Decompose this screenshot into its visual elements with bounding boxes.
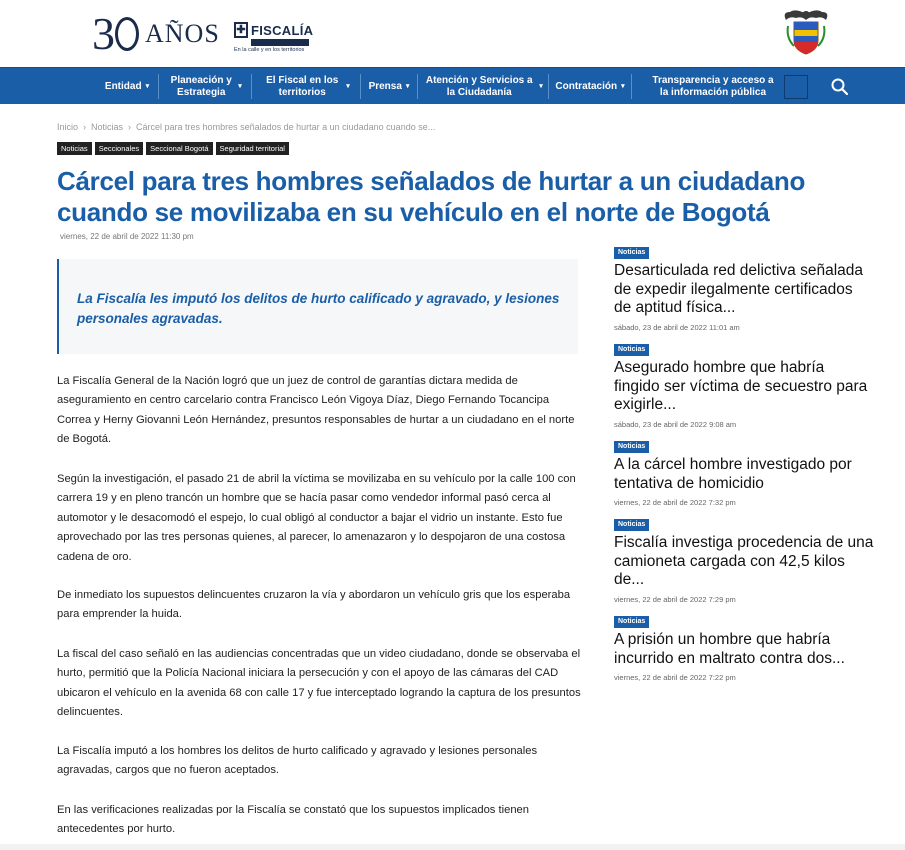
colombia-coat-of-arms-icon [780,6,832,58]
page-bottom-edge [0,844,905,850]
nav-divider [417,74,418,99]
article-paragraph: La Fiscalía imputó a los hombres los delitos de hurto calificado y agravado y lesiones personales agravadas, cargos que no fueron aceptados. [57,745,538,777]
article-paragraph: La fiscal del caso señaló en las audiencias concentradas que un video ciudadano, donde se observaba el hurto, permitió que la Policía Nacional iniciara la persecución y con el apoyo de las cámaras del CAD ubicaron el vehículo en la avenida 68 con calle 17 y fue interceptado logrando la captura de los presuntos delincuentes. [57,648,581,719]
nav-label: El Fiscal en los territorios [266,74,339,98]
breadcrumb-noticias[interactable]: Noticias [91,122,124,132]
tag-noticias[interactable]: Noticias [57,142,92,155]
breadcrumb-separator: › [83,122,87,132]
nav-item-fiscal-territorios[interactable] [253,68,359,105]
article-lead-box [57,259,578,354]
nav-item-entidad[interactable] [97,68,157,105]
article-paragraph: Según la investigación, el pasado 21 de abril la víctima se movilizaba en su vehículo por la calle 100 con carrera 19 y en pleno trancón un hombre que se hacía pasar como vendedor informal pasó cerca al automotor y le desacomodó el espejo, lo cual obligó al conductor a bajar el vidrio un instante. Esto fue aprovechado por las tres personas quienes, al parecer, lo amenazaron y lo despojaron de una costosa cadena de oro. [57,473,576,563]
sidebar-news-date: viernes, 22 de abril de 2022 7:32 pm [614,498,736,507]
logo-word: AÑOS [145,19,220,48]
sidebar-tag[interactable]: Noticias [614,616,649,628]
article-date: viernes, 22 de abril de 2022 11:30 pm [60,232,194,241]
tag-seccional-bogota[interactable]: Seccional Bogotá [146,142,212,155]
nav-label: Prensa [368,80,402,92]
sidebar-news-title[interactable]: A prisión un hombre que habría incurrido en maltrato contra dos... [614,631,845,667]
article-paragraph: La Fiscalía General de la Nación logró que un juez de control de garantías dictara medida de aseguramiento en centro carcelario contra Francisco León Vigoya Díaz, Diego Fernando Tocancipa Correa y Herny Giovanni León Hernández, presuntos responsables de hurtar a un ciudadano en el norte de Bogotá. [57,375,575,446]
nav-label: Atención y Servicios a la Ciudadanía [425,74,533,98]
nav-label: Entidad [104,80,142,92]
nav-label: Contratación [555,80,618,92]
article-paragraph: De inmediato los supuestos delincuentes cruzaron la vía y abordaron un vehículo gris que los esperaba para emprender la huida. [57,589,571,621]
sidebar-news-item[interactable] [614,610,874,682]
breadcrumb-separator: › [128,122,132,132]
chevron-down-icon: ▾ [145,82,150,90]
sidebar-news-item[interactable] [614,435,874,507]
tag-seguridad-territorial[interactable]: Seguridad territorial [216,142,289,155]
logo-bar [251,39,309,46]
sidebar-tag[interactable]: Noticias [614,441,649,453]
site-header [0,0,905,67]
sidebar-news-date: viernes, 22 de abril de 2022 7:22 pm [614,673,736,682]
nav-item-transparencia[interactable] [640,68,786,105]
chevron-down-icon: ▾ [238,82,242,90]
sidebar-news-title[interactable]: A la cárcel hombre investigado por tentativa de homicidio [614,456,852,492]
breadcrumb [57,122,435,132]
breadcrumb-home[interactable]: Inicio [57,122,79,132]
article-paragraph: En las verificaciones realizadas por la Fiscalía se constató que los supuestos implicados tienen antecedentes por hurto. [57,804,529,836]
nav-divider [631,74,632,99]
chevron-down-icon: ▾ [346,82,350,90]
sidebar-news-date: viernes, 22 de abril de 2022 7:29 pm [614,594,736,604]
main-nav [0,67,905,104]
tag-seccionales[interactable]: Seccionales [95,142,143,155]
nav-item-contratacion[interactable] [550,68,630,105]
sidebar-news-title[interactable]: Fiscalía investiga procedencia de una camioneta cargada con 42,5 kilos de... [614,534,874,588]
sidebar-news-date: sábado, 23 de abril de 2022 11:01 am [614,322,740,332]
sidebar-news-item[interactable] [614,241,874,332]
nav-divider [360,74,361,99]
nav-toggle-box[interactable] [784,75,808,99]
chevron-down-icon: ▾ [405,82,410,90]
nav-item-planeacion[interactable] [160,68,250,105]
sidebar-news-title[interactable]: Desarticulada red delictiva señalada de expedir ilegalmente certificados de aptitud física... [614,262,864,316]
article-tags [57,142,289,155]
sidebar-news-item[interactable] [614,513,874,604]
nav-label: Transparencia y acceso a la información pública [652,74,774,98]
sidebar-tag[interactable]: Noticias [614,247,649,259]
article-title: Cárcel para tres hombres señalados de hurtar a un ciudadano cuando se movilizaba en su vehículo en el norte de Bogotá [57,166,806,227]
nav-item-atencion[interactable] [419,68,547,105]
sidebar-news-title[interactable]: Asegurado hombre que habría fingido ser víctima de secuestro para exigirle... [614,359,868,413]
sidebar-tag[interactable]: Noticias [614,344,649,356]
cross-icon: ✚ [234,22,248,38]
sidebar-tag[interactable]: Noticias [614,519,649,531]
fiscalia-logo[interactable] [234,22,316,54]
fiscalia-slogan: En la calle y en los territorios [234,47,305,53]
breadcrumb-current: Cárcel para tres hombres señalados de hurtar a un ciudadano cuando se... [136,122,436,132]
article-lead: La Fiscalía les imputó los delitos de hurto calificado y agravado, y lesiones personales agravadas. [77,291,560,326]
chevron-down-icon: ▾ [539,82,543,90]
nav-divider [548,74,549,99]
fiscalia-name: FISCALÍA [251,22,314,38]
sidebar-news-item[interactable] [614,338,874,429]
logo-number: 3 [92,11,139,57]
nav-item-prensa[interactable] [362,68,416,105]
nav-label: Planeación y Estrategia [170,74,232,98]
30-anos-logo[interactable] [92,6,220,62]
chevron-down-icon: ▾ [621,82,625,90]
nav-divider [251,74,252,99]
nav-divider [158,74,159,99]
sidebar-news-date: sábado, 23 de abril de 2022 9:08 am [614,419,737,429]
search-icon[interactable] [830,77,850,97]
